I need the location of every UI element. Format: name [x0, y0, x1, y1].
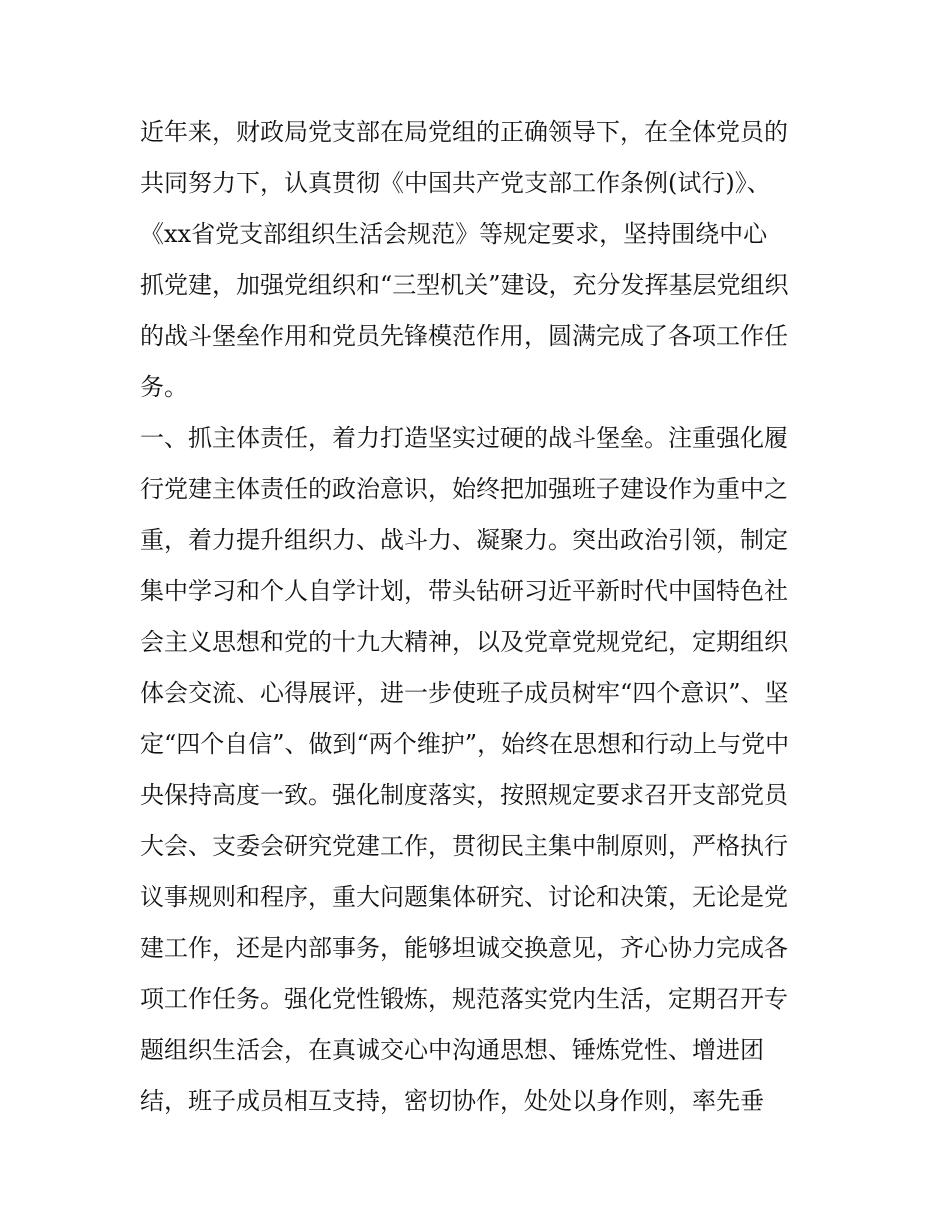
text-line: 的战斗堡垒作用和党员先锋模范作用，圆满完成了各项工作任 — [140, 322, 788, 350]
text-line: 体会交流、心得展评，进一步使班子成员树牢“四个意识”、坚 — [140, 679, 789, 707]
text-line: 行党建主体责任的政治意识，始终把加强班子建设作为重中之 — [140, 475, 788, 503]
text-line: 议事规则和程序，重大问题集体研究、讨论和决策，无论是党 — [140, 883, 788, 911]
document-body — [140, 107, 820, 1127]
section-heading-line: 一、抓主体责任，着力打造坚实过硬的战斗堡垒。注重强化履 — [140, 424, 788, 452]
text-line: 定“四个自信”、做到“两个维护”，始终在思想和行动上与党中 — [140, 730, 790, 758]
text-line: 结，班子成员相互支持，密切协作，处处以身作则，率先垂 — [140, 1087, 764, 1115]
text-line: 重，着力提升组织力、战斗力、凝聚力。突出政治引领，制定 — [140, 526, 788, 554]
text-line: 会主义思想和党的十九大精神，以及党章党规党纪，定期组织 — [140, 628, 788, 656]
text-line: 大会、支委会研究党建工作，贯彻民主集中制原则，严格执行 — [140, 832, 788, 860]
text-line: 建工作，还是内部事务，能够坦诚交换意见，齐心协力完成各 — [140, 934, 788, 962]
text-line: 务。 — [140, 373, 188, 401]
text-line: 题组织生活会，在真诚交心中沟通思想、锤炼党性、增进团 — [140, 1036, 764, 1064]
text-line: 抓党建，加强党组织和“三型机关”建设，充分发挥基层党组织 — [140, 271, 789, 299]
text-line: 央保持高度一致。强化制度落实，按照规定要求召开支部党员 — [140, 781, 788, 809]
text-line: 近年来，财政局党支部在局党组的正确领导下，在全体党员的 — [140, 118, 788, 146]
text-line: 集中学习和个人自学计划，带头钻研习近平新时代中国特色社 — [140, 577, 788, 605]
text-line: 《xx省党支部组织生活会规范》等规定要求，坚持围绕中心 — [140, 220, 768, 248]
text-line: 项工作任务。强化党性锻炼，规范落实党内生活，定期召开专 — [140, 985, 788, 1013]
text-line: 共同努力下，认真贯彻《中国共产党支部工作条例(试行)》、 — [140, 169, 771, 197]
